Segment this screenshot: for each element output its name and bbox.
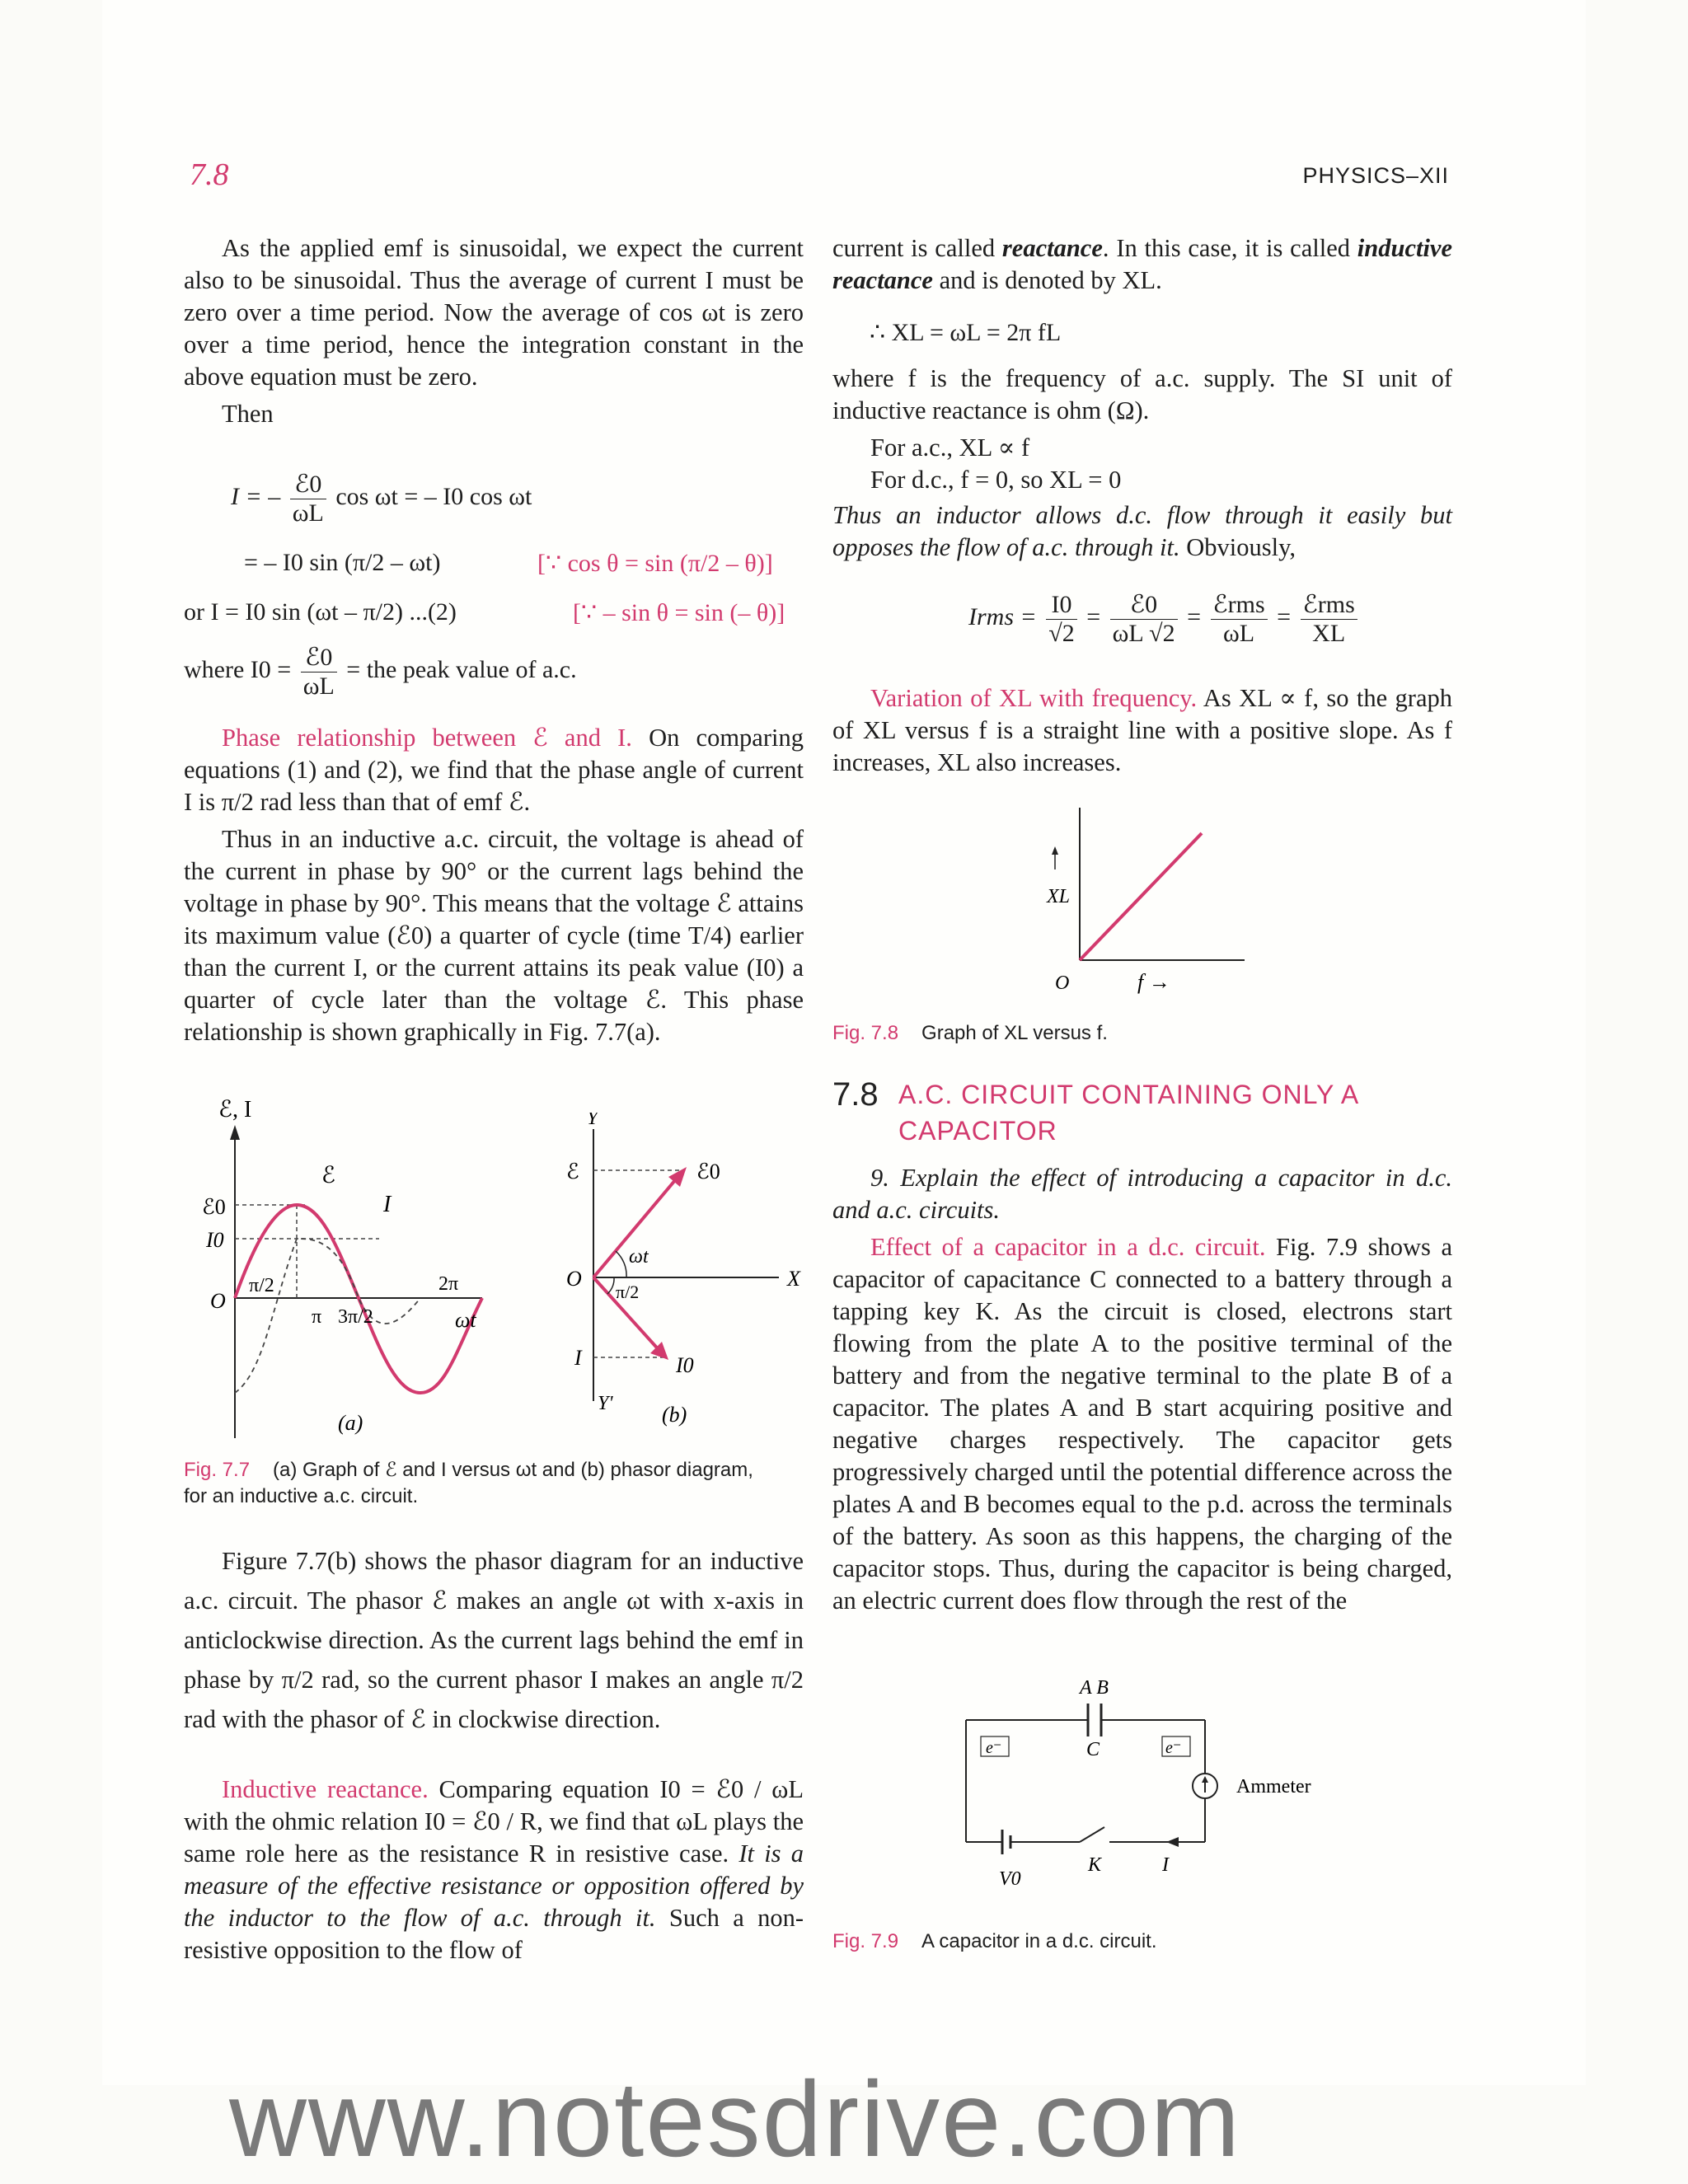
right-column-2 <box>832 363 1452 569</box>
figure-7-7-caption <box>184 1457 777 1510</box>
figure-7-9 <box>956 1677 1352 1908</box>
irms-f3 <box>1211 590 1268 648</box>
fig77b-yprime: Y' <box>598 1393 613 1414</box>
fig79-electron-left: e⁻ <box>986 1739 1002 1757</box>
fig78-label: Fig. 7.8 <box>832 1022 899 1044</box>
fig77b-wt: ωt <box>629 1246 649 1268</box>
f2-num: ℰ0 <box>1110 590 1178 620</box>
left-column <box>184 232 804 435</box>
then-label: Then <box>222 400 274 428</box>
fig77b-e0: ℰ0 <box>696 1160 720 1183</box>
eq2-note: [∵ cos θ = sin (π/2 – θ)] <box>537 550 773 577</box>
r-p1a: current is called <box>832 234 1002 262</box>
equation-peak <box>184 643 577 701</box>
reactance-text-c: Such a non-resistive opposition to the flow of <box>184 1904 804 1964</box>
eq1-fraction <box>290 470 326 527</box>
fig78-ylabel: XL <box>1047 886 1071 907</box>
equation-current <box>231 470 532 527</box>
fig79-caption-text: A capacitor in a d.c. circuit. <box>921 1930 1157 1952</box>
paragraph-phasor: Figure 7.7(b) shows the phasor diagram for an inductive a.c. circuit. The phasor ℰ makes an angle ωt with x-axis in anticlockwise direction. As the current lags behind the emf in phase by π/2 rad, so the current phasor I makes an angle π/2 rad with the phasor of ℰ in clockwise direction. <box>184 1547 804 1733</box>
f4-den: XL <box>1312 620 1346 647</box>
paragraph-intro: As the applied emf is sinusoidal, we expect the current also to be sinusoidal. Thus the average of current I must be zero over a time period. Now the average of cos ωt is zero over a time period, hence the integration constant in the above equation must be zero. <box>184 234 804 391</box>
fig77a-origin: O <box>210 1289 226 1313</box>
variation-text: As XL ∝ f, so the graph of XL versus f is a straight line with a positive slope. As f increases, XL also increases. <box>832 684 1452 776</box>
fig79-ammeter: Ammeter <box>1236 1776 1311 1797</box>
fig77a-ylabel: ℰ, I <box>218 1097 252 1122</box>
fig77b-sub: (b) <box>662 1403 687 1427</box>
fig77a-pi: π <box>312 1306 322 1328</box>
paragraph-reactance-def <box>832 232 1452 297</box>
r-p1b: reactance <box>1001 234 1103 262</box>
reactance-heading: Inductive reactance. <box>222 1775 429 1803</box>
fig78-caption-text: Graph of XL versus f. <box>921 1022 1108 1044</box>
fig78-xlabel: f → <box>1137 970 1170 994</box>
paragraph-variation <box>832 682 1452 779</box>
f4-num: ℰrms <box>1301 590 1357 620</box>
phase-heading: Phase relationship between ℰ and I. <box>222 724 632 752</box>
f1-num: I0 <box>1046 591 1076 620</box>
equation-sin-note <box>537 549 773 578</box>
fig79-key: K <box>1088 1854 1102 1876</box>
eq4-lhs: where I0 = <box>184 655 292 683</box>
paragraph-reactance <box>184 1774 804 1966</box>
fig77a-sub: (a) <box>338 1411 363 1435</box>
figure-7-7a <box>198 1092 544 1446</box>
equation-xl <box>870 318 1061 347</box>
fig77b-pi2: π/2 <box>616 1282 640 1302</box>
capacitor-dc-text: Fig. 7.9 shows a capacitor of capacitance C connected to a battery through a tapping key K. As the circuit is closed, electrons start flowing from the plate A to the positive terminal of the battery and from the negative terminal to the plate B of a capacitor. The plates A and B start acquiring positive and negative charges respectively. The capacitor gets progressively charged until the potential difference across the plates A and B becomes equal to the p.d. across the terminals of the battery. As soon as this happens, the charging of the capacitor stops. Thus, during the capacitor is being charged, an electric current does flow through the rest of the <box>832 1233 1452 1615</box>
fig79-label: Fig. 7.9 <box>832 1930 899 1952</box>
eq1-den: ωL <box>292 499 324 527</box>
equation-sin <box>244 549 440 577</box>
fig77-caption-text: (a) Graph of ℰ and I versus ωt and (b) phasor diagram, for an inductive a.c. circuit. <box>184 1459 753 1507</box>
fig77a-curve-i: I <box>383 1192 392 1217</box>
fig77-label: Fig. 7.7 <box>184 1459 251 1481</box>
fig79-battery: V0 <box>999 1868 1021 1890</box>
eq1-num: ℰ0 <box>290 470 326 499</box>
eq4-fraction <box>301 643 337 701</box>
eq3: or I = I0 sin (ωt – π/2) ...(2) <box>184 598 457 626</box>
capacitor-dc-heading: Effect of a capacitor in a d.c. circuit. <box>870 1233 1266 1261</box>
irms-lhs: Irms = <box>968 602 1037 630</box>
left-column-4 <box>184 1774 804 1971</box>
fig79-current: I <box>1162 1854 1169 1876</box>
r-p1e: and is denoted by XL. <box>932 266 1162 294</box>
fig77a-xlabel: ωt <box>455 1308 476 1332</box>
r-p1d: inductive reactance <box>832 234 1453 294</box>
f2-den: ωL √2 <box>1112 620 1175 647</box>
eq1-lhs: I = – <box>231 482 281 510</box>
figure-7-8-caption <box>832 1020 1409 1047</box>
paragraph-phase <box>184 722 804 818</box>
figure-7-9-caption <box>832 1929 1409 1955</box>
dc-relation: For d.c., f = 0, so XL = 0 <box>870 466 1122 494</box>
left-column-3 <box>184 1541 804 1744</box>
variation-heading: Variation of XL with frequency. <box>870 684 1198 712</box>
book-title: PHYSICS–XII <box>1302 163 1449 188</box>
fig79-electron-right: e⁻ <box>1165 1739 1182 1757</box>
page-number: 7.8 <box>190 157 229 192</box>
fig77b-y: Y <box>587 1113 598 1129</box>
watermark-url: www.notesdrive.com <box>229 2059 1242 2179</box>
paragraph-frequency: where f is the frequency of a.c. supply. The SI unit of inductive reactance is ohm (Ω). <box>832 364 1452 424</box>
eq2: = – I0 sin (π/2 – ωt) <box>244 549 441 576</box>
fig77a-pi2: π/2 <box>249 1275 274 1296</box>
equation-irms: Irms = $\frac{I0}{√2}$ = $\frac{\text{ℰ0}}{\omega L √2}$ = $\frac{\text{ℰrms}}{\omega L}$ = $\frac{\text{ℰrms}}{XL}$ <box>968 590 1361 648</box>
left-column-2 <box>184 722 804 1053</box>
ac-relation: For a.c., XL ∝ f <box>870 434 1030 462</box>
fig77b-i-axis: I <box>574 1346 582 1370</box>
section-number: 7.8 <box>832 1076 879 1113</box>
figure-7-7b <box>556 1113 804 1434</box>
inductor-text: Obviously, <box>1179 533 1296 561</box>
irms-f1 <box>1046 591 1076 648</box>
question-9: 9. Explain the effect of introducing a capacitor in d.c. and a.c. circuits. <box>832 1164 1452 1224</box>
right-column-3 <box>832 682 1452 784</box>
eq1-rhs: cos ωt = – I0 cos ωt <box>335 482 532 510</box>
fig77a-e0: ℰ0 <box>202 1195 226 1219</box>
fig77b-origin: O <box>566 1267 582 1291</box>
irms-f4 <box>1301 590 1357 648</box>
fig78-origin: O <box>1055 972 1070 994</box>
r-p1c: . In this case, it is called <box>1102 234 1357 262</box>
paragraph-inductor <box>832 499 1452 564</box>
fig79-cap: C <box>1086 1739 1100 1760</box>
equation-2-note <box>573 598 785 627</box>
right-column <box>832 232 1452 302</box>
f3-den: ωL <box>1223 620 1255 647</box>
reactance-text-b: It is a measure of the effective resistance or opposition offered by the inductor to the flow of a.c. through it. <box>184 1840 804 1932</box>
eq-xl: ∴ XL = ωL = 2π fL <box>870 319 1062 346</box>
equation-2 <box>184 598 457 626</box>
fig79-plates: A B <box>1080 1677 1109 1699</box>
paragraph-capacitor-dc <box>832 1231 1452 1617</box>
fig77b-i0: I0 <box>676 1353 694 1377</box>
phase-text: On comparing equations (1) and (2), we find that the phase angle of current I is π/2 rad less than that of emf ℰ. <box>184 724 804 816</box>
f3-num: ℰrms <box>1211 590 1268 620</box>
irms-f2 <box>1110 590 1178 648</box>
eq4-den: ωL <box>302 673 335 700</box>
fig77b-x: X <box>787 1267 800 1291</box>
paragraph-lag: Thus in an inductive a.c. circuit, the voltage is ahead of the current in phase by 90° or the current lags behind the voltage in phase by 90°. This means that the voltage ℰ attains its maximum value (ℰ0) a quarter of cycle (time T/4) earlier than the current I, or the current attains its peak value (I0) a quarter of cycle later than the voltage ℰ. This phase relationship is shown graphically in Fig. 7.7(a). <box>184 825 804 1046</box>
section-title: A.C. CIRCUIT CONTAINING ONLY A CAPACITOR <box>898 1080 1358 1146</box>
fig77a-i0: I0 <box>206 1228 224 1252</box>
right-column-4 <box>832 1162 1452 1622</box>
fig77a-2pi: 2π <box>438 1273 459 1295</box>
reactance-text-a: Comparing equation I0 = ℰ0 / ωL with the ohmic relation I0 = ℰ0 / R, we find that ωL plays the same role here as the resistance R in resistive case. <box>184 1775 804 1868</box>
fig77a-curve-e: ℰ <box>321 1163 335 1188</box>
inductor-italic: Thus an inductor allows d.c. flow through it easily but opposes the flow of a.c. through it. <box>832 501 1452 561</box>
figure-7-8 <box>1030 804 1261 997</box>
fig77b-e-axis: ℰ <box>566 1160 579 1183</box>
fig77a-3pi2: 3π/2 <box>338 1306 373 1328</box>
eq4-num: ℰ0 <box>301 643 337 673</box>
eq3-note: [∵ – sin θ = sin (– θ)] <box>573 599 785 626</box>
eq4-rhs: = the peak value of a.c. <box>346 655 577 683</box>
f1-den: √2 <box>1048 619 1075 647</box>
